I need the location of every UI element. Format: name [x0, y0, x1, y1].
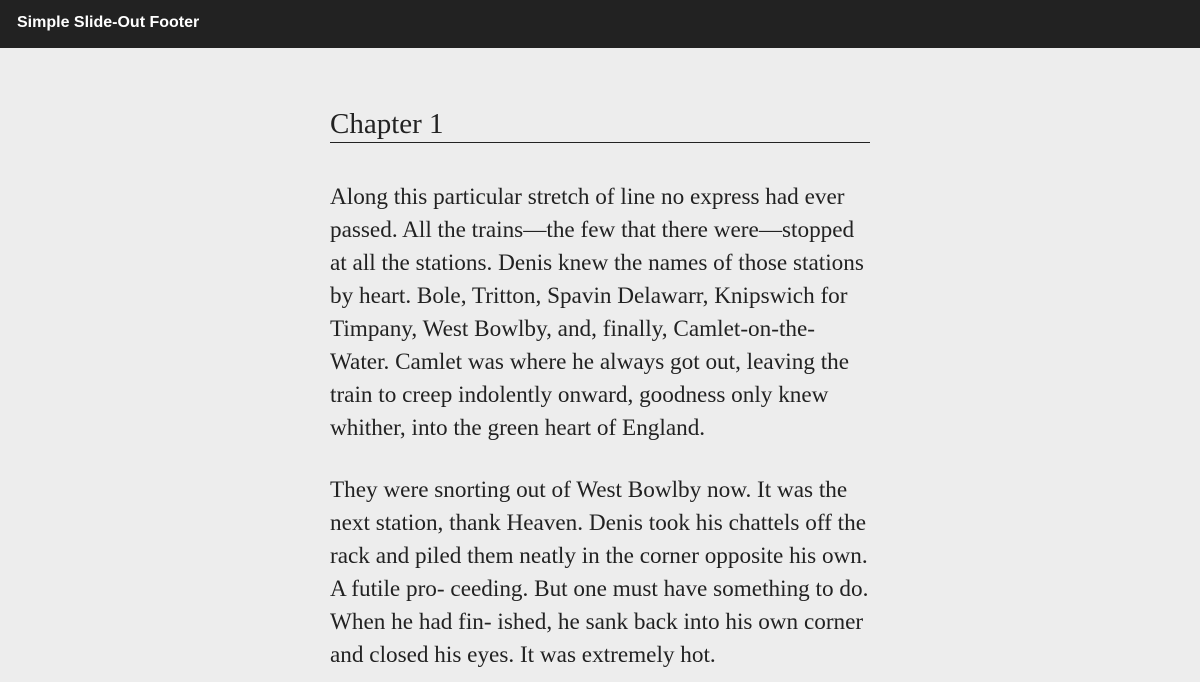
article-paragraph-2: They were snorting out of West Bowlby now. It was the next station, thank Heaven. Denis took his chattels off the rack and piled them neatly in the corner opposite his own. A futile pro- ceeding. But one must have something to do. When he had fin- ished, he sank back into his own corner and closed his eyes. It was extremely hot.	[330, 477, 869, 668]
chapter-heading: Chapter 1	[330, 108, 870, 143]
page-title: Simple Slide-Out Footer	[17, 14, 200, 31]
article-content	[330, 108, 870, 672]
top-header-bar	[0, 0, 1200, 48]
article-paragraph-1: Along this particular stretch of line no express had ever passed. All the trains—the few that there were—stopped at all the stations. Denis knew the names of those stations by heart. Bole, Tritton, Spavin Delawarr, Knipswich for Timpany, West Bowlby, and, finally, Camlet-on-the-Water. Camlet was where he always got out, leaving the train to creep indolently onward, goodness only knew whither, into the green heart of England.	[330, 184, 864, 441]
